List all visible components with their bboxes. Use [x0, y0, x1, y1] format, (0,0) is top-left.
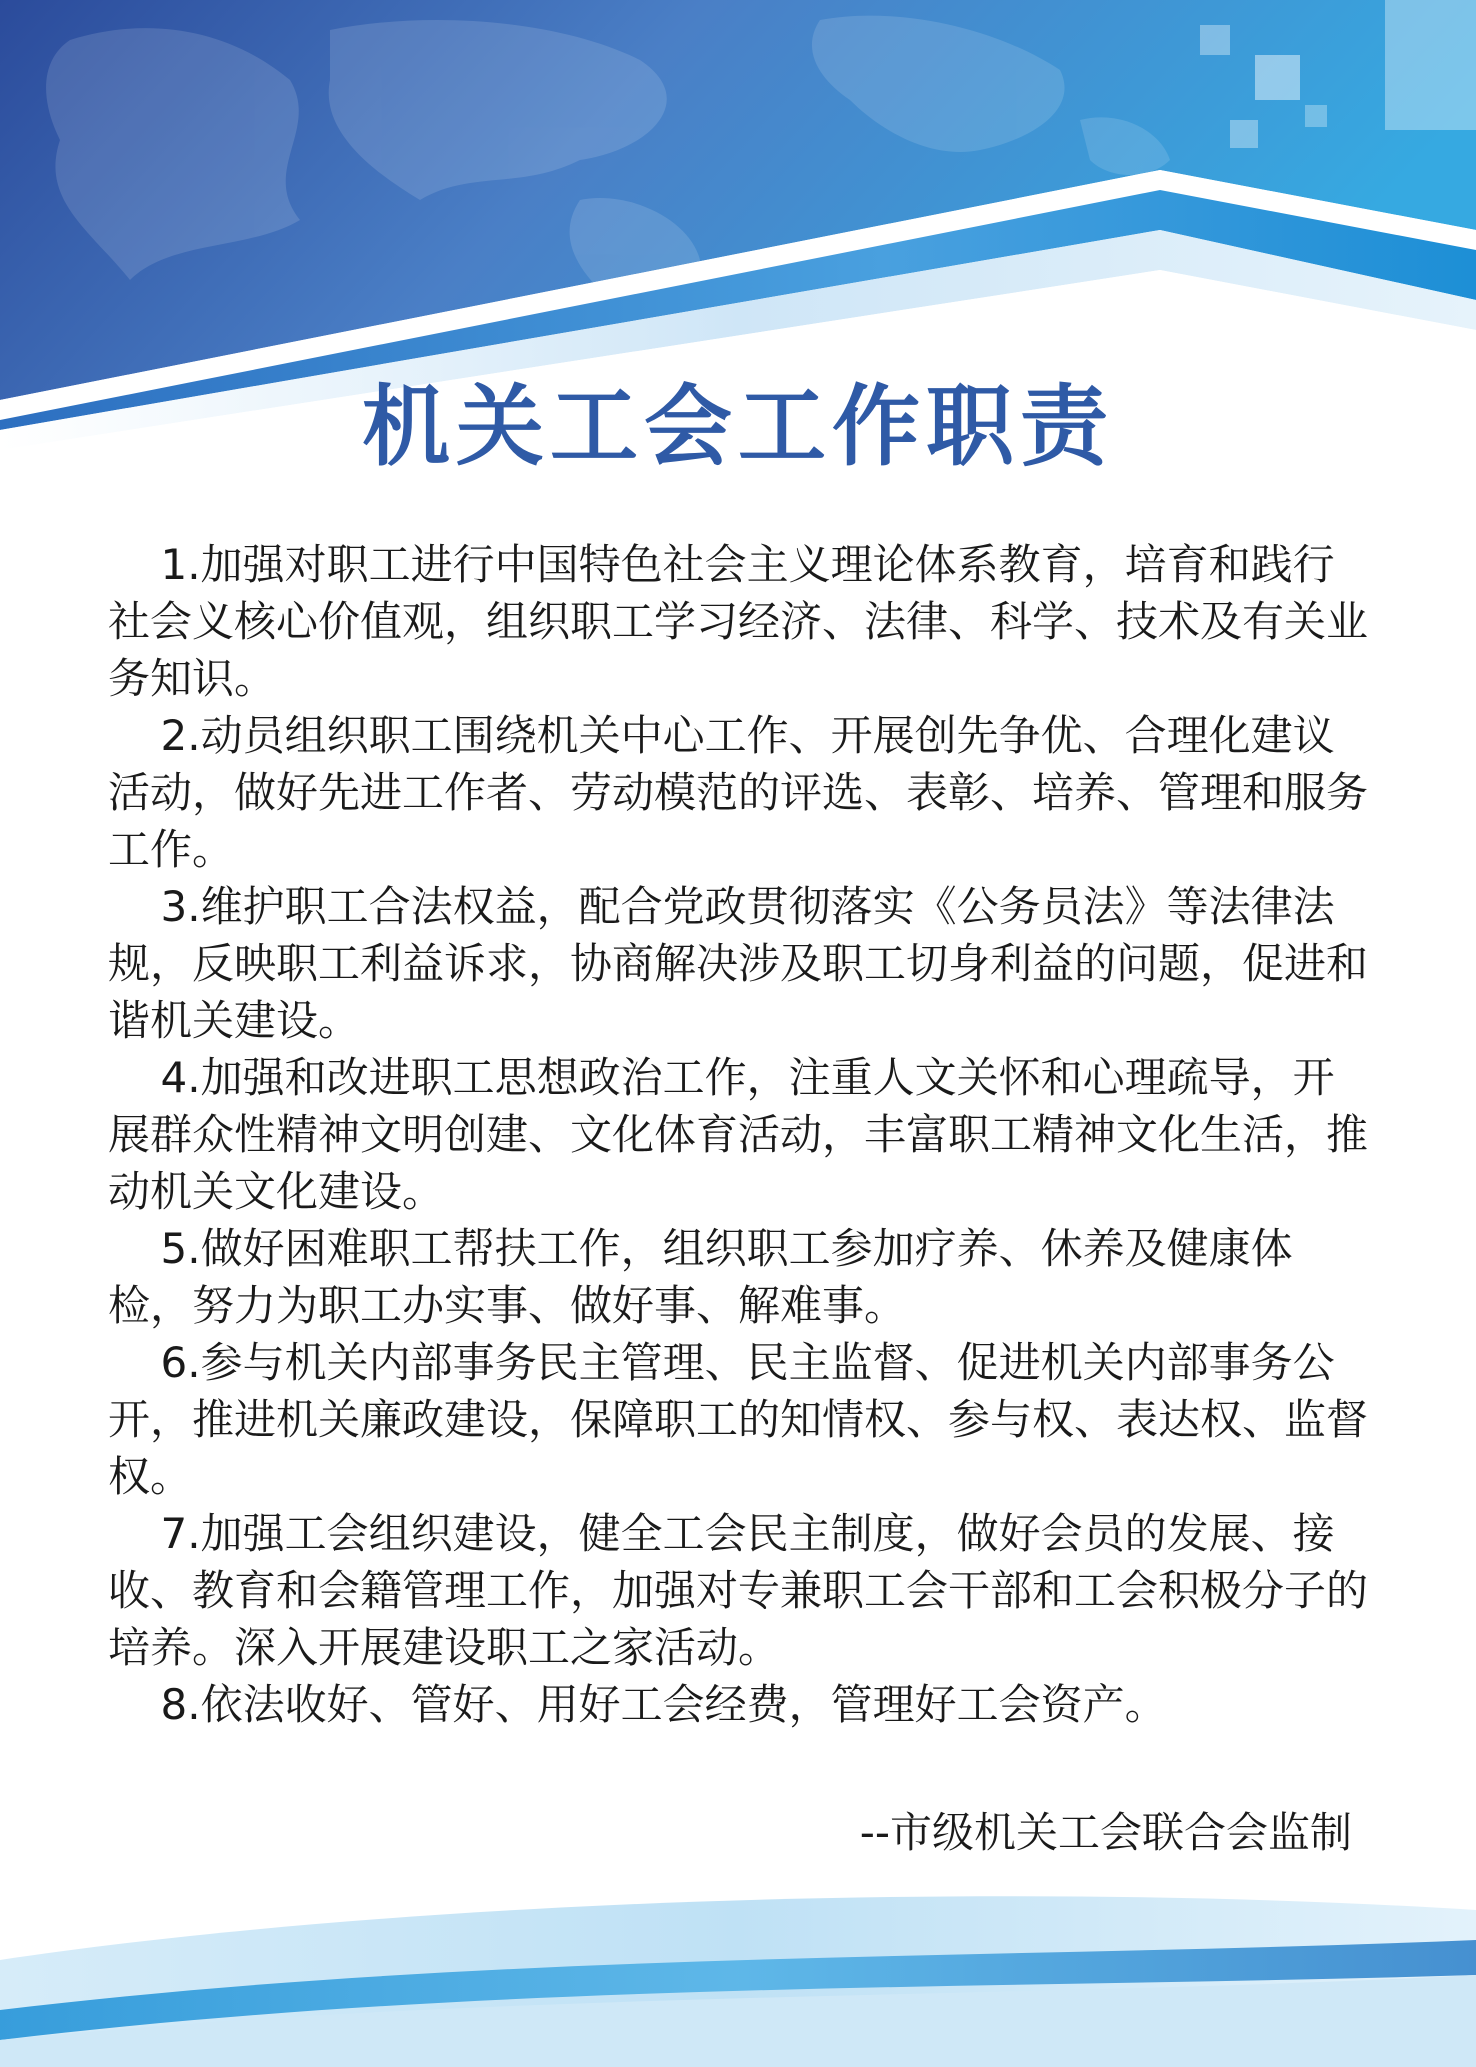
list-item: 2.动员组织职工围绕机关中心工作、开展创先争优、合理化建议活动，做好先进工作者、劳动模范的评选、表彰、培养、管理和服务工作。 — [108, 711, 1369, 874]
duties-list — [108, 536, 1370, 1733]
list-item: 7.加强工会组织建设，健全工会民主制度，做好会员的发展、接收、教育和会籍管理工作，加强对专兼职工会干部和工会积极分子的培养。深入开展建设职工之家活动。 — [108, 1509, 1369, 1672]
page-title: 机关工会工作职责 — [361, 375, 1114, 478]
blue-wave-stripe — [0, 1840, 1476, 2067]
list-item: 3.维护职工合法权益，配合党政贯彻落实《公务员法》等法律法规，反映职工利益诉求，协商解决涉及职工切身利益的问题，促进和谐机关建设。 — [108, 882, 1369, 1045]
list-item: 8.依法收好、管好、用好工会经费，管理好工会资产。 — [160, 1680, 1167, 1729]
list-item: 5.做好困难职工帮扶工作，组织职工参加疗养、休养及健康体检，努力为职工办实事、做好事、解难事。 — [108, 1224, 1293, 1330]
list-item: 4.加强和改进职工思想政治工作，注重人文关怀和心理疏导，开展群众性精神文明创建、文化体育活动，丰富职工精神文化生活，推动机关文化建设。 — [108, 1053, 1369, 1216]
issuer-signature: --市级机关工会联合会监制 — [859, 1808, 1352, 1857]
list-item: 6.参与机关内部事务民主管理、民主监督、促进机关内部事务公开，推进机关廉政建设，保障职工的知情权、参与权、表达权、监督权。 — [108, 1338, 1369, 1501]
list-item: 1.加强对职工进行中国特色社会主义理论体系教育，培育和践行社会义核心价值观，组织职工学习经济、法律、科学、技术及有关业务知识。 — [108, 540, 1369, 703]
